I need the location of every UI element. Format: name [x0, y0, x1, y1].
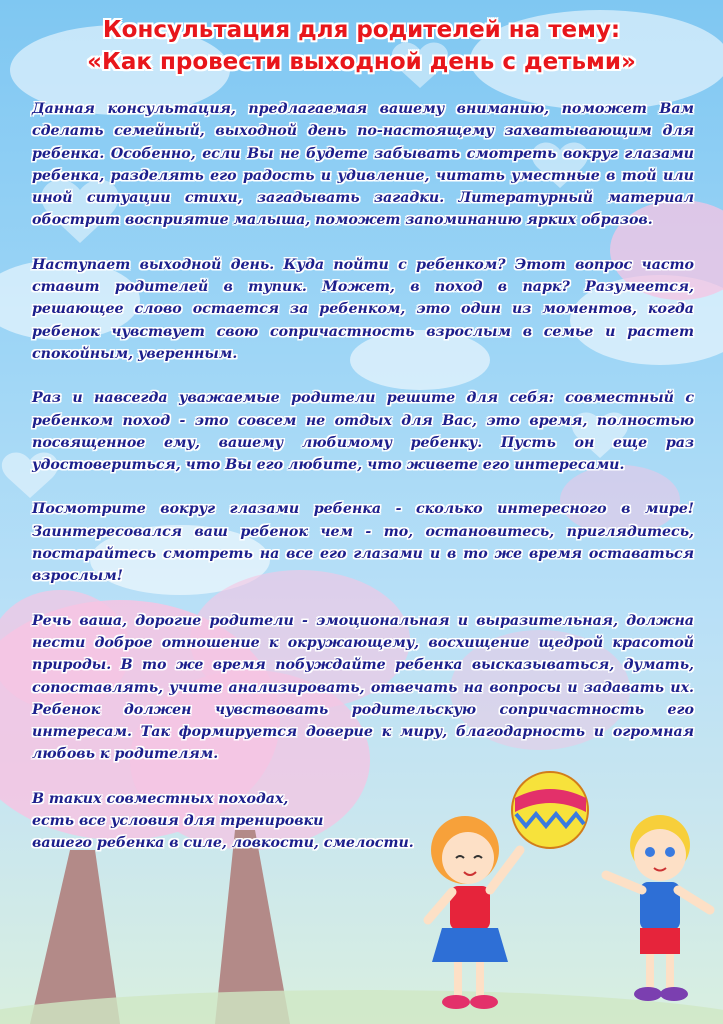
closing-line-1: В таких совместных походах,: [32, 790, 289, 807]
boy-figure: [606, 815, 710, 1001]
closing-line-2: есть все условия для тренировки: [32, 813, 324, 830]
paragraph-speech: Речь ваша, дорогие родители - эмоциональная и выразительная, должна нести доброе отношение к окружающему, восхищение щедрой красотой природы. В то же время побуждайте ребенка высказываться, думать, сопоставлять, учите анализировать, отвечать на вопросы и задавать их. Ребенок должен чувствовать родительскую сопричастность его интересам. Так формируется доверие к миру, благодарность и огромная любовь к родителям.: [32, 612, 694, 763]
paragraph-weekend: Наступает выходной день. Куда пойти с ребенком? Этот вопрос часто ставит родителей в тупик. Может, в поход в парк? Разумеется, решающее слово остается за ребенком, это один из моментов, когда ребенок чувствует свою сопричастность взрослым в семье и растет спокойным, уверенным.: [32, 256, 694, 362]
page-title: [0, 14, 723, 78]
girl-figure: [428, 816, 520, 1009]
closing-line-3: вашего ребенка в силе, ловкости, смелости.: [32, 835, 414, 852]
paragraph-look-around: Посмотрите вокруг глазами ребенка - сколько интересного в мире! Заинтересовался ваш ребенок чем - то, остановитесь, приглядитесь, постарайтесь смотреть на все его глазами и в то же время оставаться взрослым!: [32, 501, 694, 585]
paragraph-attention: Раз и навсегда уважаемые родители решите для себя: совместный с ребенком поход - это совсем не отдых для Вас, это время, полностью посвященное ему, вашему любимому ребенку. Пусть он еще раз удостовериться, что Вы его любите, что живете его интересами.: [32, 390, 694, 474]
children-with-ball-illustration: [420, 740, 720, 1024]
ball-icon: [512, 772, 588, 848]
paragraph-intro: Данная консультация, предлагаемая вашему вниманию, поможет Вам сделать семейный, выходной день по-настоящему захватывающим для ребенка. Особенно, если Вы не будете забывать смотреть вокруг глазами ребенка, разделять его радость и удивление, читать уместные в той или иной ситуации стихи, загадывать загадки. Литературный материал обострит восприятие малыша, поможет запоминанию ярких образов.: [32, 101, 694, 229]
title-line-1: Консультация для родителей на тему:: [102, 17, 621, 43]
paragraph-closing: [32, 788, 452, 855]
title-line-2: «Как провести выходной день с детьми»: [87, 49, 636, 75]
